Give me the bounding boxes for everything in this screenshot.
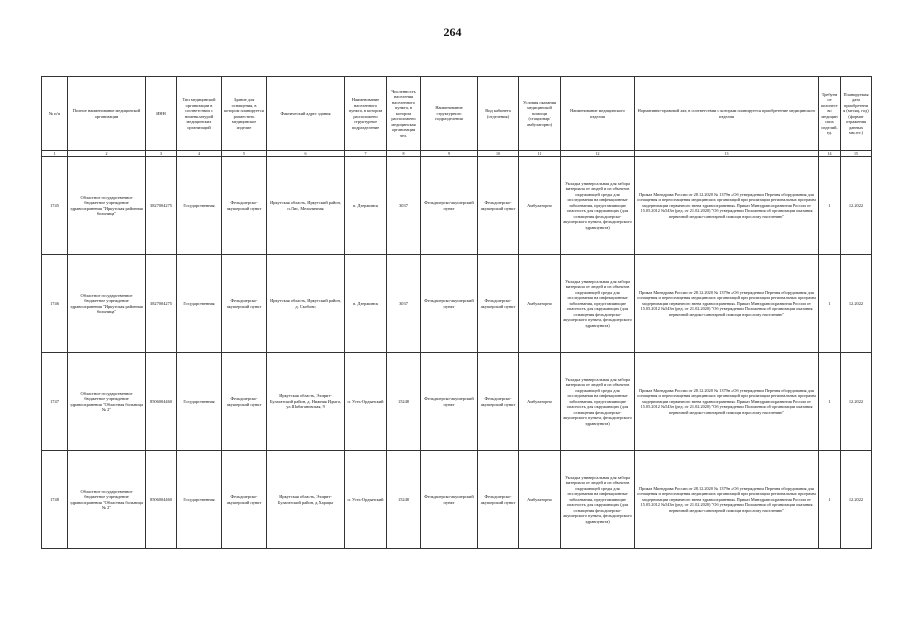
column-number: 2 [68, 151, 146, 157]
purchase-date: 12.2022 [841, 353, 872, 451]
address: Иркутская область, Эхирит-Булагатский район, д.Харацы [267, 451, 345, 549]
column-number: 7 [345, 151, 387, 157]
org-name: Областное государственное бюджетное учреждение здравоохранения "Областная больница № 2" [68, 451, 146, 549]
building: Фельдшерско-акушерский пункт [222, 255, 267, 353]
header-cell: № п/п [42, 77, 68, 151]
address: Иркутская область, Иркутский район, д. Скобово [267, 255, 345, 353]
org-type: Государственная [177, 255, 222, 353]
header-cell: Планируемая дата приобретения (месяц, год) (формат отражения данных мм.ггг.) [841, 77, 872, 151]
row-number: 1748 [42, 451, 68, 549]
org-type: Государственная [177, 451, 222, 549]
column-number: 5 [222, 151, 267, 157]
quantity: 1 [819, 451, 841, 549]
building: Фельдшерско-акушерский пункт [222, 353, 267, 451]
row-number: 1746 [42, 255, 68, 353]
org-name: Областное государственное бюджетное учреждение здравоохранения "Областная больница № 2" [68, 353, 146, 451]
header-cell: Полное наименование медицинской организации [68, 77, 146, 151]
cabinet-type: Фельдшерско-акушерский пункт [478, 255, 519, 353]
column-number: 8 [387, 151, 421, 157]
header-cell: Тип медицинской организации в соответствии с номенклатурой медицинских организаций [177, 77, 222, 151]
quantity: 1 [819, 255, 841, 353]
legal-act: Приказ Минздрава России от 28.12.2020 № 1379н «Об утверждении Перечня оборудования для оснащения и переоснащения медицинских организаций при реализации региональных программ модернизации первичного звена здравоохранения» Приказ Минздравсоцразвития России от 15.05.2012 №543н (ред. от 21.02.2020) "Об утверждении Положения об организации оказания первичной медико-санитарной помощи взрослому населению" [635, 353, 819, 451]
legal-act: Приказ Минздрава России от 28.12.2020 № 1379н «Об утверждении Перечня оборудования для оснащения и переоснащения медицинских организаций при реализации региональных программ модернизации первичного звена здравоохранения» Приказ Минздравсоцразвития России от 15.05.2012 №543н (ред. от 21.02.2020) "Об утверждении Положения об организации оказания первичной медико-санитарной помощи взрослому населению" [635, 451, 819, 549]
purchase-date: 12.2022 [841, 157, 872, 255]
cabinet-type: Фельдшерско-акушерский пункт [478, 157, 519, 255]
structural-unit: Фельдшерско-акушерский пункт [421, 157, 478, 255]
org-type: Государственная [177, 157, 222, 255]
address: Иркутская область, Эхирит-Булагатский район, д. Нижняя Идыга, ул.Шабагановская, 9 [267, 353, 345, 451]
medical-device: Укладка универсальная для забора материала от людей и из объектов окружающей среды для исследования на инфекционные заболевания, представляющие опасность для окружающих (для оснащения фельдшерско-акушерского пункта, фельдшерского здравпункта) [561, 451, 635, 549]
medical-device: Укладка универсальная для забора материала от людей и из объектов окружающей среды для исследования на инфекционные заболевания, представляющие опасность для окружающих (для оснащения фельдшерско-акушерского пункта, фельдшерского здравпункта) [561, 157, 635, 255]
header-cell: Фактический адрес здания [267, 77, 345, 151]
column-number: 4 [177, 151, 222, 157]
inn: 8506004460 [146, 353, 177, 451]
inn: 3827004275 [146, 157, 177, 255]
building: Фельдшерско-акушерский пункт [222, 157, 267, 255]
table-row [42, 157, 872, 255]
org-name: Областное государственное бюджетное учреждение здравоохранения "Иркутская районная больница" [68, 157, 146, 255]
care-conditions: Амбулаторно [519, 157, 561, 255]
settlement: п. Дзержинск [345, 255, 387, 353]
table-row [42, 255, 872, 353]
column-number: 3 [146, 151, 177, 157]
quantity: 1 [819, 157, 841, 255]
column-number: 15 [841, 151, 872, 157]
org-type: Государственная [177, 353, 222, 451]
org-name: Областное государственное бюджетное учреждение здравоохранения "Иркутская районная больница" [68, 255, 146, 353]
legal-act: Приказ Минздрава России от 28.12.2020 № 1379н «Об утверждении Перечня оборудования для оснащения и переоснащения медицинских организаций при реализации региональных программ модернизации первичного звена здравоохранения» Приказ Минздравсоцразвития России от 15.05.2012 №543н (ред. от 21.02.2020) "Об утверждении Положения об организации оказания первичной медико-санитарной помощи взрослому населению" [635, 157, 819, 255]
column-number: 11 [519, 151, 561, 157]
care-conditions: Амбулаторно [519, 255, 561, 353]
header-cell: ИНН [146, 77, 177, 151]
header-cell: Наименование населенного пункта, в котором расположено структурное подразделение [345, 77, 387, 151]
header-cell: Численность населения населенного пункта, в котором расположено медицинская организация чел. [387, 77, 421, 151]
cabinet-type: Фельдшерско-акушерский пункт [478, 451, 519, 549]
column-number: 10 [478, 151, 519, 157]
building: Фельдшерско-акушерский пункт [222, 451, 267, 549]
inn: 8506004460 [146, 451, 177, 549]
equipment-table [41, 76, 872, 549]
quantity: 1 [819, 353, 841, 451]
row-number: 1747 [42, 353, 68, 451]
population: 15248 [387, 451, 421, 549]
medical-device: Укладка универсальная для забора материала от людей и из объектов окружающей среды для исследования на инфекционные заболевания, представляющие опасность для окружающих (для оснащения фельдшерско-акушерского пункта, фельдшерского здравпункта) [561, 255, 635, 353]
header-cell: Условия оказания медицинской помощи (стационар/амбулаторно) [519, 77, 561, 151]
settlement: п. Усть-Ордынский [345, 451, 387, 549]
table-row [42, 353, 872, 451]
header-cell: Наименование структурного подразделения [421, 77, 478, 151]
column-number: 1 [42, 151, 68, 157]
column-number: 12 [561, 151, 635, 157]
page-number: 264 [443, 25, 462, 39]
header-cell: Наименование медицинского изделия [561, 77, 635, 151]
settlement: п. Усть-Ордынский [345, 353, 387, 451]
population: 3037 [387, 255, 421, 353]
structural-unit: Фельдшерско-акушерский пункт [421, 451, 478, 549]
population: 3037 [387, 157, 421, 255]
column-number: 13 [635, 151, 819, 157]
structural-unit: Фельдшерско-акушерский пункт [421, 255, 478, 353]
column-number: 6 [267, 151, 345, 157]
inn: 3827004275 [146, 255, 177, 353]
settlement: п. Дзержинск [345, 157, 387, 255]
header-row [42, 77, 872, 151]
cabinet-type: Фельдшерско-акушерский пункт [478, 353, 519, 451]
column-number: 14 [819, 151, 841, 157]
row-number: 1745 [42, 157, 68, 255]
population: 15248 [387, 353, 421, 451]
legal-act: Приказ Минздрава России от 28.12.2020 № 1379н «Об утверждении Перечня оборудования для оснащения и переоснащения медицинских организаций при реализации региональных программ модернизации первичного звена здравоохранения» Приказ Минздравсоцразвития России от 15.05.2012 №543н (ред. от 21.02.2020) "Об утверждении Положения об организации оказания первичной медико-санитарной помощи взрослому населению" [635, 255, 819, 353]
column-number: 9 [421, 151, 478, 157]
purchase-date: 12.2022 [841, 451, 872, 549]
structural-unit: Фельдшерско-акушерский пункт [421, 353, 478, 451]
care-conditions: Амбулаторно [519, 353, 561, 451]
table-row [42, 451, 872, 549]
header-cell: Здание для оснащения, в котором планируется разместить медицинское изделие [222, 77, 267, 151]
care-conditions: Амбулаторно [519, 451, 561, 549]
address: Иркутская область, Иркутский район, п.Лис, Мельничная [267, 157, 345, 255]
purchase-date: 12.2022 [841, 255, 872, 353]
medical-device: Укладка универсальная для забора материала от людей и из объектов окружающей среды для исследования на инфекционные заболевания, представляющие опасность для окружающих (для оснащения фельдшерско-акушерского пункта, фельдшерского здравпункта) [561, 353, 635, 451]
header-cell: Нормативно-правовой акт, в соответствии с которым планируется приобретение медицинского изделия [635, 77, 819, 151]
header-cell: Вид кабинета (отделения) [478, 77, 519, 151]
header-cell: Требуемое количество медицинских изделий, ед. [819, 77, 841, 151]
